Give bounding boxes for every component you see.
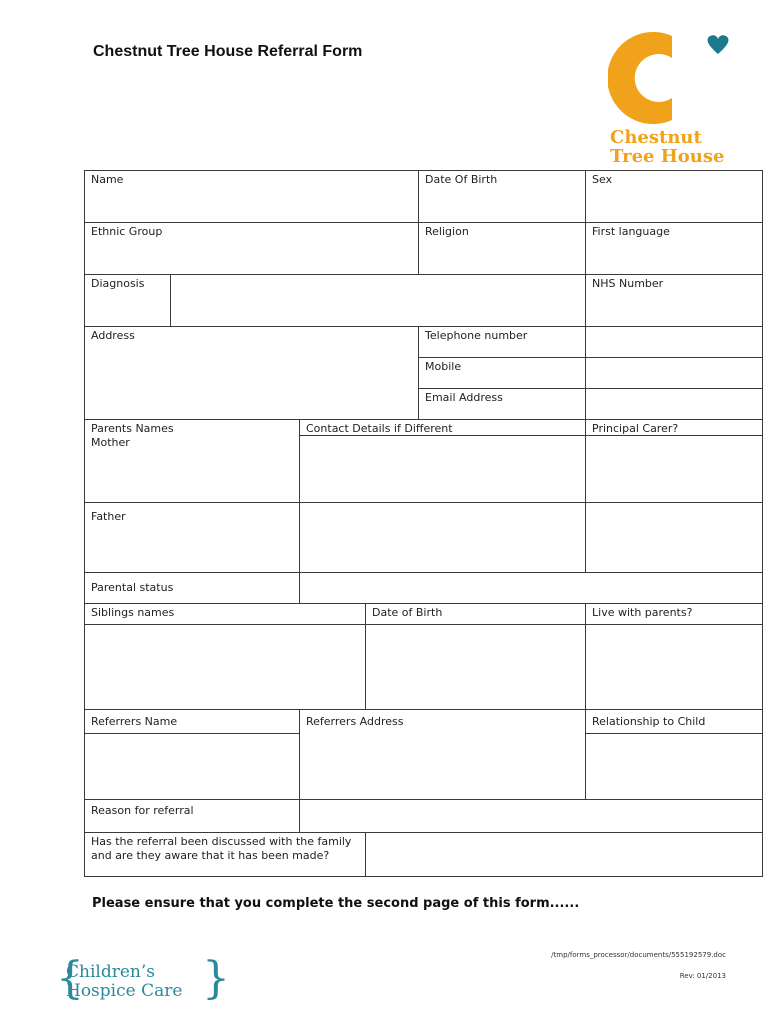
father-principal-carer-field[interactable] <box>586 503 763 573</box>
live-with-parents-field[interactable] <box>586 604 763 710</box>
father-field[interactable] <box>85 503 300 573</box>
telephone-field[interactable] <box>586 327 763 358</box>
dob-label: Date Of Birth <box>425 173 498 186</box>
dob-field[interactable] <box>419 171 586 223</box>
discussed-label: Has the referral been discussed with the family and are they aware that it has been made? <box>91 835 352 862</box>
reason-label-cell <box>85 800 300 833</box>
name-field[interactable] <box>85 171 419 223</box>
principal-carer-label: Principal Carer? <box>586 420 762 436</box>
mother-label: Mother <box>91 436 130 449</box>
telephone-label: Telephone number <box>425 329 528 342</box>
reason-field[interactable] <box>300 800 763 833</box>
parental-status-field[interactable] <box>300 573 763 604</box>
first-language-label: First language <box>592 225 670 238</box>
second-page-notice: Please ensure that you complete the second page of this form...... <box>92 896 580 911</box>
telephone-label-cell <box>419 327 586 358</box>
discussed-label-cell <box>85 833 366 877</box>
mother-field[interactable] <box>85 420 300 503</box>
nhs-number-field[interactable] <box>586 275 763 327</box>
reason-label: Reason for referral <box>91 804 194 817</box>
first-language-field[interactable] <box>586 223 763 275</box>
mobile-field[interactable] <box>586 358 763 389</box>
logo-c-heart-icon <box>608 28 743 128</box>
discussed-field[interactable] <box>366 833 763 877</box>
childrens-hospice-care-logo <box>56 953 230 1006</box>
name-label: Name <box>91 173 124 186</box>
mobile-label-cell <box>419 358 586 389</box>
parental-status-label-cell <box>85 573 300 604</box>
live-with-parents-label: Live with parents? <box>586 604 762 625</box>
ethnic-group-field[interactable] <box>85 223 419 275</box>
address-label: Address <box>91 329 135 342</box>
left-brace-icon: { <box>56 953 84 1004</box>
chc-line-1: Children’s <box>66 962 155 982</box>
logo-line-2: Tree House <box>610 146 725 167</box>
nhs-number-label: NHS Number <box>592 277 664 290</box>
father-contact-field[interactable] <box>300 503 586 573</box>
referral-form-table <box>84 170 763 877</box>
referrers-name-label: Referrers Name <box>85 710 299 734</box>
right-brace-icon: } <box>202 953 230 1004</box>
revision: Rev: 01/2013 <box>679 972 726 980</box>
sex-field[interactable] <box>586 171 763 223</box>
logo-line-1: Chestnut <box>610 127 702 148</box>
siblings-dob-label: Date of Birth <box>366 604 585 625</box>
ethnic-group-label: Ethnic Group <box>91 225 163 238</box>
mother-contact-field[interactable] <box>300 420 586 503</box>
diagnosis-label-cell <box>85 275 171 327</box>
referrers-name-field[interactable] <box>85 710 300 800</box>
sex-label: Sex <box>592 173 613 186</box>
diagnosis-field[interactable] <box>171 275 586 327</box>
email-field[interactable] <box>586 389 763 420</box>
father-label: Father <box>91 510 126 523</box>
relationship-field[interactable] <box>586 710 763 800</box>
mother-principal-carer-field[interactable] <box>586 420 763 503</box>
parents-names-label: Parents Names <box>91 422 174 435</box>
parental-status-label: Parental status <box>91 581 174 594</box>
chestnut-tree-house-logo <box>608 28 748 168</box>
document-path: /tmp/forms_processor/documents/555192579.doc <box>551 951 726 959</box>
siblings-names-field[interactable] <box>85 604 366 710</box>
referrers-address-label: Referrers Address <box>306 715 404 728</box>
chc-line-2: Hospice Care <box>66 981 183 1001</box>
referrers-address-field[interactable] <box>300 710 586 800</box>
siblings-dob-field[interactable] <box>366 604 586 710</box>
mobile-label: Mobile <box>425 360 462 373</box>
email-label-cell <box>419 389 586 420</box>
contact-details-label: Contact Details if Different <box>300 420 585 436</box>
email-label: Email Address <box>425 391 503 404</box>
address-field[interactable] <box>85 327 419 420</box>
religion-label: Religion <box>425 225 469 238</box>
relationship-label: Relationship to Child <box>586 710 762 734</box>
siblings-names-label: Siblings names <box>85 604 365 625</box>
diagnosis-label: Diagnosis <box>91 277 145 290</box>
religion-field[interactable] <box>419 223 586 275</box>
page-title: Chestnut Tree House Referral Form <box>93 43 363 60</box>
